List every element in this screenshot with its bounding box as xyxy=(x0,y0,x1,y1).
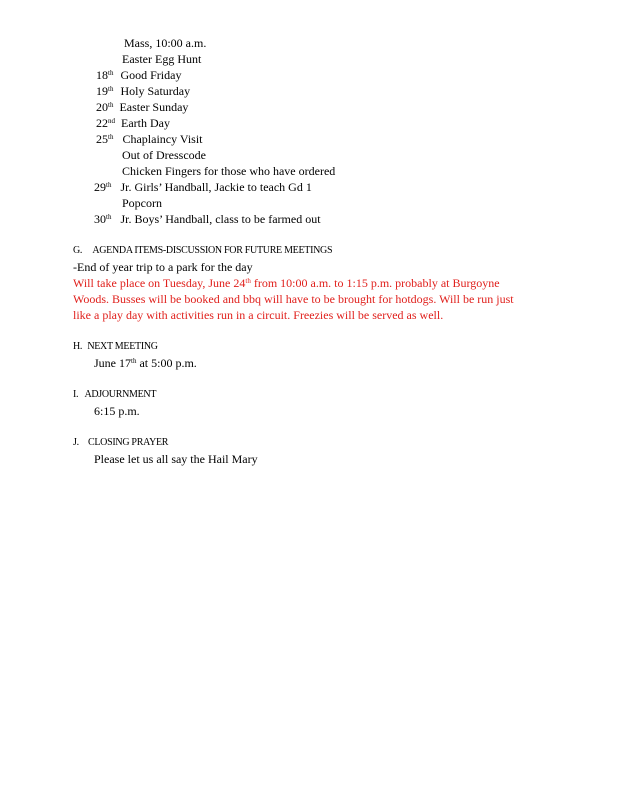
event-day: 19 xyxy=(96,84,108,98)
event-mass: Mass, 10:00 a.m. xyxy=(124,36,207,50)
adjournment-time: 6:15 p.m. xyxy=(94,404,140,418)
event-chicken-fingers: Chicken Fingers for those who have ordered xyxy=(122,164,336,178)
section-h-heading xyxy=(73,339,158,355)
event-text: Earth Day xyxy=(121,116,170,130)
next-meeting-date xyxy=(94,355,197,371)
event-date-row xyxy=(96,115,170,131)
event-day-suffix: th xyxy=(108,85,114,93)
event-date-row xyxy=(96,99,188,115)
section-g-heading xyxy=(73,243,332,259)
meeting-date-sup: th xyxy=(131,357,137,365)
event-text: Chaplaincy Visit xyxy=(122,132,203,146)
section-i-heading xyxy=(73,387,156,403)
event-date-row xyxy=(96,83,190,99)
event-date-row xyxy=(94,179,312,195)
event-day-suffix: th xyxy=(106,181,112,189)
agenda-detail-sup: th xyxy=(245,277,251,285)
event-day: 18 xyxy=(96,68,108,82)
event-text: Good Friday xyxy=(120,68,182,82)
agenda-detail-text: Will take place on Tuesday, June 24 xyxy=(73,276,246,290)
event-easter-egg-hunt: Easter Egg Hunt xyxy=(122,52,202,66)
agenda-detail-line: Woods. Busses will be booked and bbq will have to be brought for hotdogs. Will be run just xyxy=(73,292,514,306)
section-letter: I. xyxy=(73,389,79,400)
agenda-detail-text: from 10:00 a.m. to 1:15 p.m. probably at Burgoyne xyxy=(250,276,500,290)
agenda-detail-line: like a play day with activities run in a circuit. Freezies will be served as well. xyxy=(73,308,444,322)
meeting-time-text: at 5:00 p.m. xyxy=(136,356,197,370)
event-day: 22 xyxy=(96,116,108,130)
event-day-suffix: th xyxy=(108,133,114,141)
event-day: 20 xyxy=(96,100,108,114)
event-date-row xyxy=(96,67,181,83)
event-date-row xyxy=(94,211,321,227)
section-title: NEXT MEETING xyxy=(87,341,158,352)
agenda-item: -End of year trip to a park for the day xyxy=(73,260,253,274)
event-popcorn: Popcorn xyxy=(122,196,162,210)
event-dresscode: Out of Dresscode xyxy=(122,148,206,162)
agenda-detail-line xyxy=(73,275,500,291)
section-j-heading xyxy=(73,435,168,451)
event-text: Easter Sunday xyxy=(119,100,189,114)
section-letter: G. xyxy=(73,245,83,256)
event-day-suffix: th xyxy=(108,101,114,109)
event-day: 29 xyxy=(94,180,106,194)
event-text: Jr. Girls’ Handball, Jackie to teach Gd 1 xyxy=(120,180,312,194)
event-text: Holy Saturday xyxy=(120,84,191,98)
section-title: AGENDA ITEMS-DISCUSSION FOR FUTURE MEETINGS xyxy=(92,245,333,256)
section-title: ADJOURNMENT xyxy=(84,389,157,400)
event-day-suffix: th xyxy=(106,213,112,221)
section-title: CLOSING PRAYER xyxy=(88,437,169,448)
section-letter: J. xyxy=(73,437,79,448)
event-day-suffix: nd xyxy=(108,117,115,125)
meeting-date-text: June 17 xyxy=(94,356,131,370)
event-day-suffix: th xyxy=(108,69,114,77)
event-day: 25 xyxy=(96,132,108,146)
section-letter: H. xyxy=(73,341,83,352)
event-day: 30 xyxy=(94,212,106,226)
closing-prayer-text: Please let us all say the Hail Mary xyxy=(94,452,258,466)
event-date-row xyxy=(96,131,203,147)
event-text: Jr. Boys’ Handball, class to be farmed out xyxy=(120,212,321,226)
